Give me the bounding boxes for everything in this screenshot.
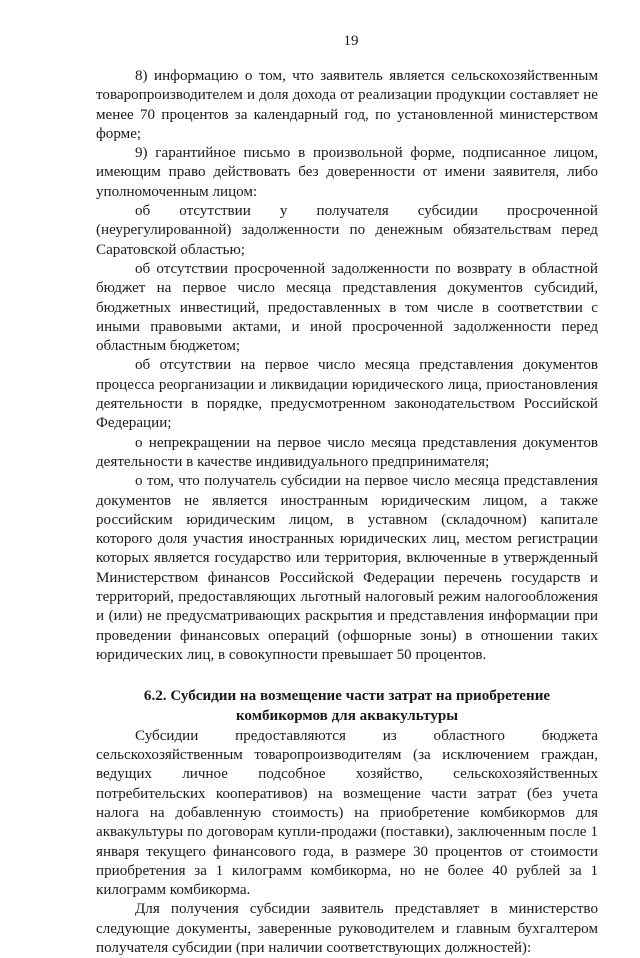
no-overdue-debt-budget-paragraph: об отсутствии просроченной задолженности по возврату в областной бюджет на первое число месяца представления документов субсидий, бюджетных инвестиций, предоставленных в том числе в соответствии с иными правовыми актами, и иной просроченной задолженности перед областным бюджетом; (96, 260, 598, 355)
section-heading-line-1: 6.2. Субсидии на возмещение части затрат на приобретение (143, 688, 551, 705)
no-reorganization-paragraph: об отсутствии на первое число месяца представления документов процесса реорганизации и ликвидации юридического лица, приостановления деятельности в порядке, предусмотренном законодательством Российской Федерации; (96, 357, 598, 432)
section-heading (96, 687, 598, 726)
body-text-top (96, 67, 598, 665)
no-termination-paragraph: о непрекращении на первое число месяца представления документов деятельности в качестве индивидуального предпринимателя; (96, 434, 598, 470)
page-number: 19 (343, 33, 359, 49)
item-8-paragraph: 8) информацию о том, что заявитель является сельскохозяйственным товаропроизводителем и доля дохода от реализации продукции составляет не менее 70 процентов за календарный год, по установленной министерством форме; (96, 68, 598, 142)
not-foreign-entity-paragraph: о том, что получатель субсидии на первое число месяца представления документов не является иностранным юридическим лицом, а также российским юридическим лицом, в уставном (складочном) капитале которого доля участия иностранных юридических лиц, местом регистрации которых является государство или территория, включенные в утвержденный Министерством финансов Российской Федерации перечень государств и территорий, предоставляющих льготный налоговый режим налогообложения и (или) не предусматривающих раскрытия и представления информации при проведении финансовых операций (офшорные зоны) в отношении таких юридических лиц, в совокупности превышает 50 процентов. (96, 473, 598, 663)
section-heading-line-2: комбикормов для аквакультуры (235, 707, 459, 724)
documents-required-paragraph: Для получения субсидии заявитель представляет в министерство следующие документы, заверенные руководителем и главным бухгалтером получателя субсидии (при наличии соответствующих должностей): (96, 901, 598, 957)
item-9-paragraph: 9) гарантийное письмо в произвольной форме, подписанное лицом, имеющим право действовать без доверенности от имени заявителя, либо уполномоченным лицом: (96, 145, 598, 200)
no-overdue-debt-saratov-paragraph: об отсутствии у получателя субсидии просроченной (неурегулированной) задолженности по денежным обязательствам перед Саратовской областью; (96, 203, 598, 258)
body-text-bottom (96, 727, 598, 958)
subsidy-conditions-paragraph: Субсидии предоставляются из областного бюджета сельскохозяйственным товаропроизводителям (за исключением граждан, ведущих личное подсобное хозяйство, сельскохозяйственных потребительских кооперативов) на возмещение части затрат (без учета налога на добавленную стоимость) на приобретение комбикормов для аквакультуры по договорам купли-продажи (поставки), заключенным после 1 января текущего финансового года, в размере 30 процентов от стоимости приобретения за 1 килограмм комбикорма, но не более 40 рублей за 1 килограмм комбикорма. (96, 727, 598, 899)
